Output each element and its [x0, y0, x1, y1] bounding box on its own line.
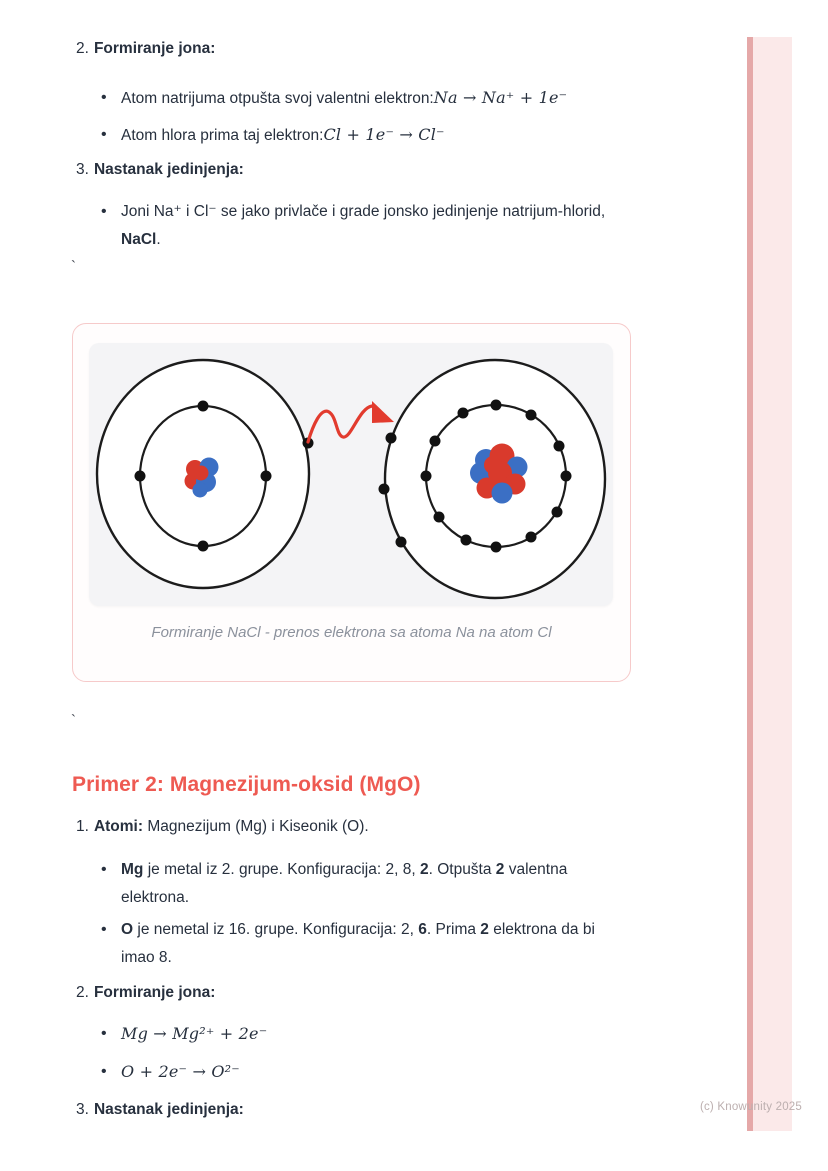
- item-number: 3.: [76, 1101, 89, 1118]
- item-label: Nastanak jedinjenja:: [93, 161, 244, 178]
- numbered-item-nastanak-jedinjenja-mgo: [76, 1101, 244, 1119]
- electron-transfer-arrow: [308, 401, 394, 442]
- bullet-text: je metal iz 2. grupe. Konfiguracija: 2, 8,: [143, 861, 420, 878]
- list-item: [101, 84, 631, 113]
- figure-panel: [89, 343, 613, 606]
- formula-cl-ionization: Cl + 1e⁻ → Cl⁻: [323, 125, 445, 144]
- formula-o-ionization: O + 2e⁻ → O²⁻: [121, 1062, 240, 1081]
- figure-caption: Formiranje NaCl - prenos elektrona sa atoma Na na atom Cl: [151, 624, 552, 641]
- item-number: 3.: [76, 161, 89, 178]
- stray-backtick: `: [71, 258, 76, 275]
- bullet-text: .: [156, 231, 161, 248]
- list-item: [101, 121, 631, 150]
- bold-number: 2: [419, 861, 429, 878]
- bullet-text: imao 8.: [121, 949, 172, 966]
- list-item: [101, 1058, 501, 1087]
- figure-card: [72, 323, 631, 682]
- item-number: 1.: [76, 818, 89, 835]
- stray-backtick: `: [71, 712, 76, 729]
- element-symbol: Mg: [121, 861, 144, 878]
- na-atom-diagram: [97, 360, 314, 588]
- numbered-item-formiranje-jona-mgo: [76, 984, 215, 1002]
- bold-number: 2: [480, 921, 489, 938]
- item-label: Atomi:: [93, 818, 144, 835]
- bold-number: 2: [495, 861, 505, 878]
- element-symbol: O: [121, 921, 134, 938]
- list-item: [101, 916, 626, 972]
- numbered-item-nastanak-jedinjenja: [76, 161, 244, 179]
- list-item: [101, 856, 626, 912]
- bullet-text: elektrona.: [121, 889, 190, 906]
- bullet-text: Joni Na⁺ i Cl⁻ se jako privlače i grade jonsko jedinjenje natrijum-hlorid,: [121, 203, 606, 220]
- bullet-text: . Otpušta: [428, 861, 496, 878]
- cl-atom-diagram: [379, 360, 606, 598]
- bullet-text: Atom hlora prima taj elektron:: [121, 127, 324, 144]
- formula-mg-ionization: Mg → Mg²⁺ + 2e⁻: [121, 1024, 268, 1043]
- item-text: Magnezijum (Mg) i Kiseonik (O).: [143, 818, 369, 835]
- item-number: 2.: [76, 40, 89, 57]
- compound-name: NaCl: [121, 231, 157, 248]
- list-item: [101, 1020, 501, 1049]
- bullet-text: je nemetal iz 16. grupe. Konfiguracija: 2,: [133, 921, 419, 938]
- item-label: Formiranje jona:: [93, 984, 216, 1001]
- item-number: 2.: [76, 984, 89, 1001]
- item-label: Formiranje jona:: [93, 40, 216, 57]
- numbered-item-formiranje-jona: [76, 40, 215, 58]
- bullet-text: Atom natrijuma otpušta svoj valentni elektron:: [121, 90, 434, 107]
- section-heading-primer-2: Primer 2: Magnezijum-oksid (MgO): [72, 773, 421, 796]
- bullet-text: valentna: [504, 861, 568, 878]
- bullet-text: . Prima: [426, 921, 481, 938]
- bullet-text: elektrona da bi: [488, 921, 595, 938]
- bold-number: 6: [418, 921, 427, 938]
- numbered-item-atomi: [76, 818, 369, 836]
- item-label: Nastanak jedinjenja:: [93, 1101, 244, 1118]
- copyright-watermark: (c) Knowunity 2025: [699, 1101, 802, 1113]
- page-edge-highlight-bar: [747, 37, 792, 1131]
- nacl-formation-diagram: [89, 343, 613, 606]
- formula-na-ionization: Na → Na⁺ + 1e⁻: [433, 88, 568, 107]
- list-item: [101, 198, 621, 254]
